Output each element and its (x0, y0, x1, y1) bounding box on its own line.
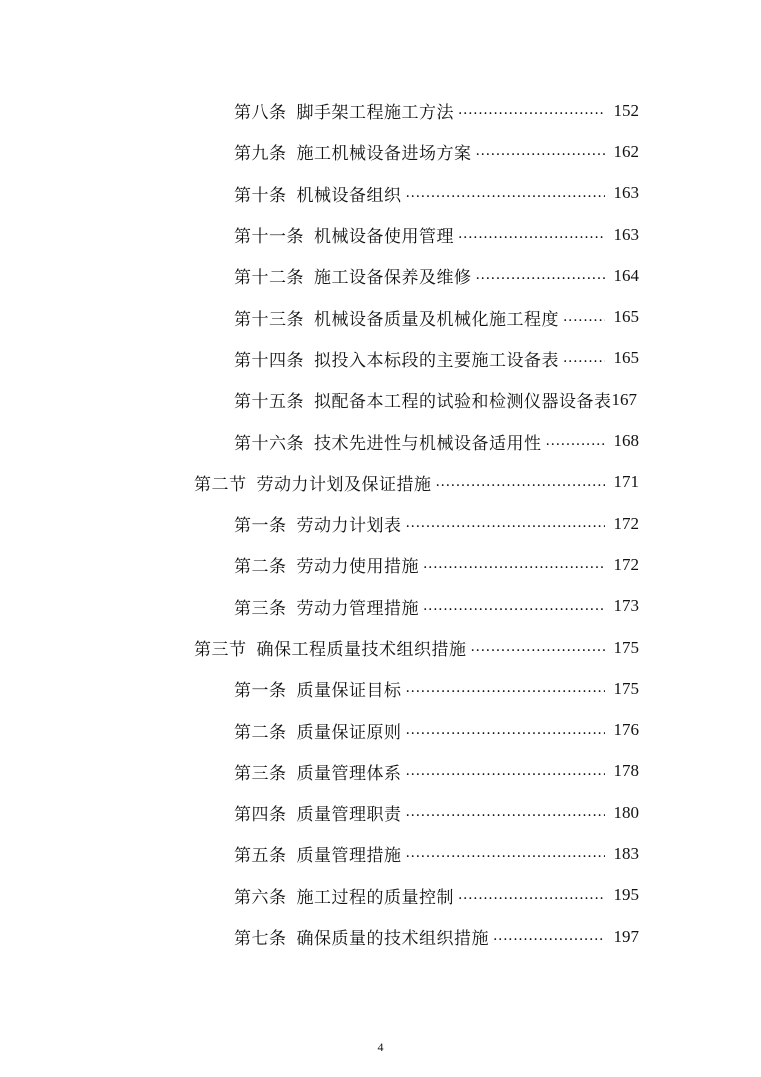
toc-entry[interactable] (0, 90, 761, 131)
toc-entry-title: 劳动力计划表 (296, 516, 402, 537)
toc-entry-number: 第十六条 (234, 433, 304, 454)
toc-entry-page: 197 (613, 926, 639, 946)
toc-entry-title: 劳动力计划及保证措施 (256, 474, 432, 495)
toc-entry-title: 机械设备质量及机械化施工程度 (314, 309, 559, 330)
toc-dot-leader (406, 185, 606, 202)
toc-entry-page: 171 (613, 472, 639, 492)
toc-entry-page: 167 (611, 389, 637, 409)
toc-entry-title: 施工设备保养及维修 (314, 268, 472, 289)
toc-entry-title: 技术先进性与机械设备适用性 (314, 433, 542, 454)
toc-entry[interactable] (0, 544, 761, 585)
toc-dot-leader (406, 515, 606, 532)
toc-entry-page: 176 (613, 720, 639, 740)
toc-entry-title: 质量管理措施 (296, 846, 402, 867)
toc-entry-page: 172 (613, 554, 639, 574)
toc-entry-page: 195 (613, 885, 639, 905)
toc-entry[interactable] (0, 214, 761, 255)
toc-entry-number: 第四条 (234, 805, 287, 826)
toc-entry[interactable] (0, 586, 761, 627)
toc-entry[interactable] (0, 379, 761, 420)
toc-entry[interactable] (0, 751, 761, 792)
toc-entry[interactable] (0, 420, 761, 461)
toc-entry-number: 第一条 (234, 516, 287, 537)
toc-dot-leader (563, 309, 605, 326)
toc-entry-page: 152 (613, 100, 639, 120)
toc-entry[interactable] (0, 503, 761, 544)
toc-entry-title: 机械设备组织 (296, 185, 402, 206)
toc-entry-page: 163 (613, 224, 639, 244)
toc-entry-number: 第三节 (194, 640, 247, 660)
toc-entry-title: 质量管理职责 (296, 805, 402, 826)
toc-entry-number: 第十条 (234, 185, 287, 206)
toc-entry-title: 施工机械设备进场方案 (296, 144, 472, 165)
toc-entry-page: 162 (613, 141, 639, 161)
toc-entry-number: 第二节 (194, 474, 247, 495)
toc-entry-page: 180 (613, 802, 639, 822)
toc-entry-title: 劳动力使用措施 (296, 557, 419, 578)
toc-entry-number: 第二条 (234, 722, 287, 743)
toc-entry[interactable] (0, 833, 761, 874)
page-number: 4 (377, 1040, 384, 1054)
toc-entry[interactable] (0, 668, 761, 709)
toc-entry-number: 第五条 (234, 846, 287, 867)
table-of-contents (0, 90, 761, 957)
toc-entry-number: 第七条 (234, 929, 287, 950)
toc-entry-page: 168 (613, 431, 639, 451)
toc-entry-page: 173 (613, 596, 639, 616)
toc-entry-page: 164 (613, 265, 639, 285)
toc-entry-number: 第十一条 (234, 227, 304, 248)
toc-dot-leader (471, 639, 606, 656)
toc-entry-number: 第八条 (234, 103, 287, 124)
toc-entry[interactable] (0, 916, 761, 957)
toc-entry[interactable] (0, 296, 761, 337)
toc-entry-title: 质量保证原则 (296, 722, 402, 743)
toc-dot-leader (436, 474, 606, 491)
toc-entry[interactable] (0, 875, 761, 916)
toc-entry[interactable] (0, 255, 761, 296)
toc-entry-number: 第十四条 (234, 350, 304, 371)
toc-entry-title: 质量管理体系 (296, 763, 402, 784)
toc-entry[interactable] (0, 173, 761, 214)
toc-dot-leader (423, 598, 605, 615)
toc-entry-number: 第六条 (234, 887, 287, 908)
toc-dot-leader (476, 267, 606, 284)
toc-entry-number: 第二条 (234, 557, 287, 578)
toc-entry-title: 机械设备使用管理 (314, 227, 454, 248)
toc-entry-number: 第十五条 (234, 392, 304, 413)
toc-entry-page: 165 (613, 307, 639, 327)
toc-section-entry[interactable] (0, 627, 761, 668)
toc-entry-title: 劳动力管理措施 (296, 598, 419, 619)
toc-entry-number: 第一条 (234, 681, 287, 702)
toc-entry[interactable] (0, 338, 761, 379)
toc-entry-page: 165 (613, 348, 639, 368)
toc-entry-title: 脚手架工程施工方法 (296, 103, 454, 124)
toc-dot-leader (406, 722, 606, 739)
toc-entry-number: 第十二条 (234, 268, 304, 289)
toc-entry[interactable] (0, 131, 761, 172)
toc-entry-title: 拟配备本工程的试验和检测仪器设备表 (314, 392, 612, 413)
toc-dot-leader (476, 143, 606, 160)
toc-entry-page: 172 (613, 513, 639, 533)
toc-dot-leader (458, 102, 605, 119)
toc-dot-leader (406, 804, 606, 821)
toc-entry[interactable] (0, 709, 761, 750)
toc-entry-page: 175 (613, 678, 639, 698)
toc-section-entry[interactable] (0, 462, 761, 503)
toc-entry-title: 确保工程质量技术组织措施 (256, 640, 467, 660)
toc-dot-leader (423, 556, 605, 573)
toc-dot-leader (563, 350, 605, 367)
toc-entry[interactable] (0, 792, 761, 833)
toc-entry-title: 质量保证目标 (296, 681, 402, 702)
toc-dot-leader (493, 928, 605, 945)
toc-entry-number: 第三条 (234, 763, 287, 784)
toc-dot-leader (458, 887, 605, 904)
toc-entry-number: 第三条 (234, 598, 287, 619)
toc-entry-page: 183 (613, 843, 639, 863)
toc-entry-number: 第十三条 (234, 309, 304, 330)
toc-dot-leader (406, 680, 606, 697)
toc-dot-leader (458, 226, 605, 243)
toc-entry-title: 确保质量的技术组织措施 (296, 929, 489, 950)
toc-entry-title: 施工过程的质量控制 (296, 887, 454, 908)
toc-dot-leader (546, 433, 606, 450)
toc-dot-leader (406, 845, 606, 862)
toc-entry-title: 拟投入本标段的主要施工设备表 (314, 350, 559, 371)
toc-entry-page: 178 (613, 761, 639, 781)
toc-entry-page: 175 (613, 637, 639, 657)
toc-entry-number: 第九条 (234, 144, 287, 165)
toc-entry-page: 163 (613, 183, 639, 203)
toc-dot-leader (406, 763, 606, 780)
